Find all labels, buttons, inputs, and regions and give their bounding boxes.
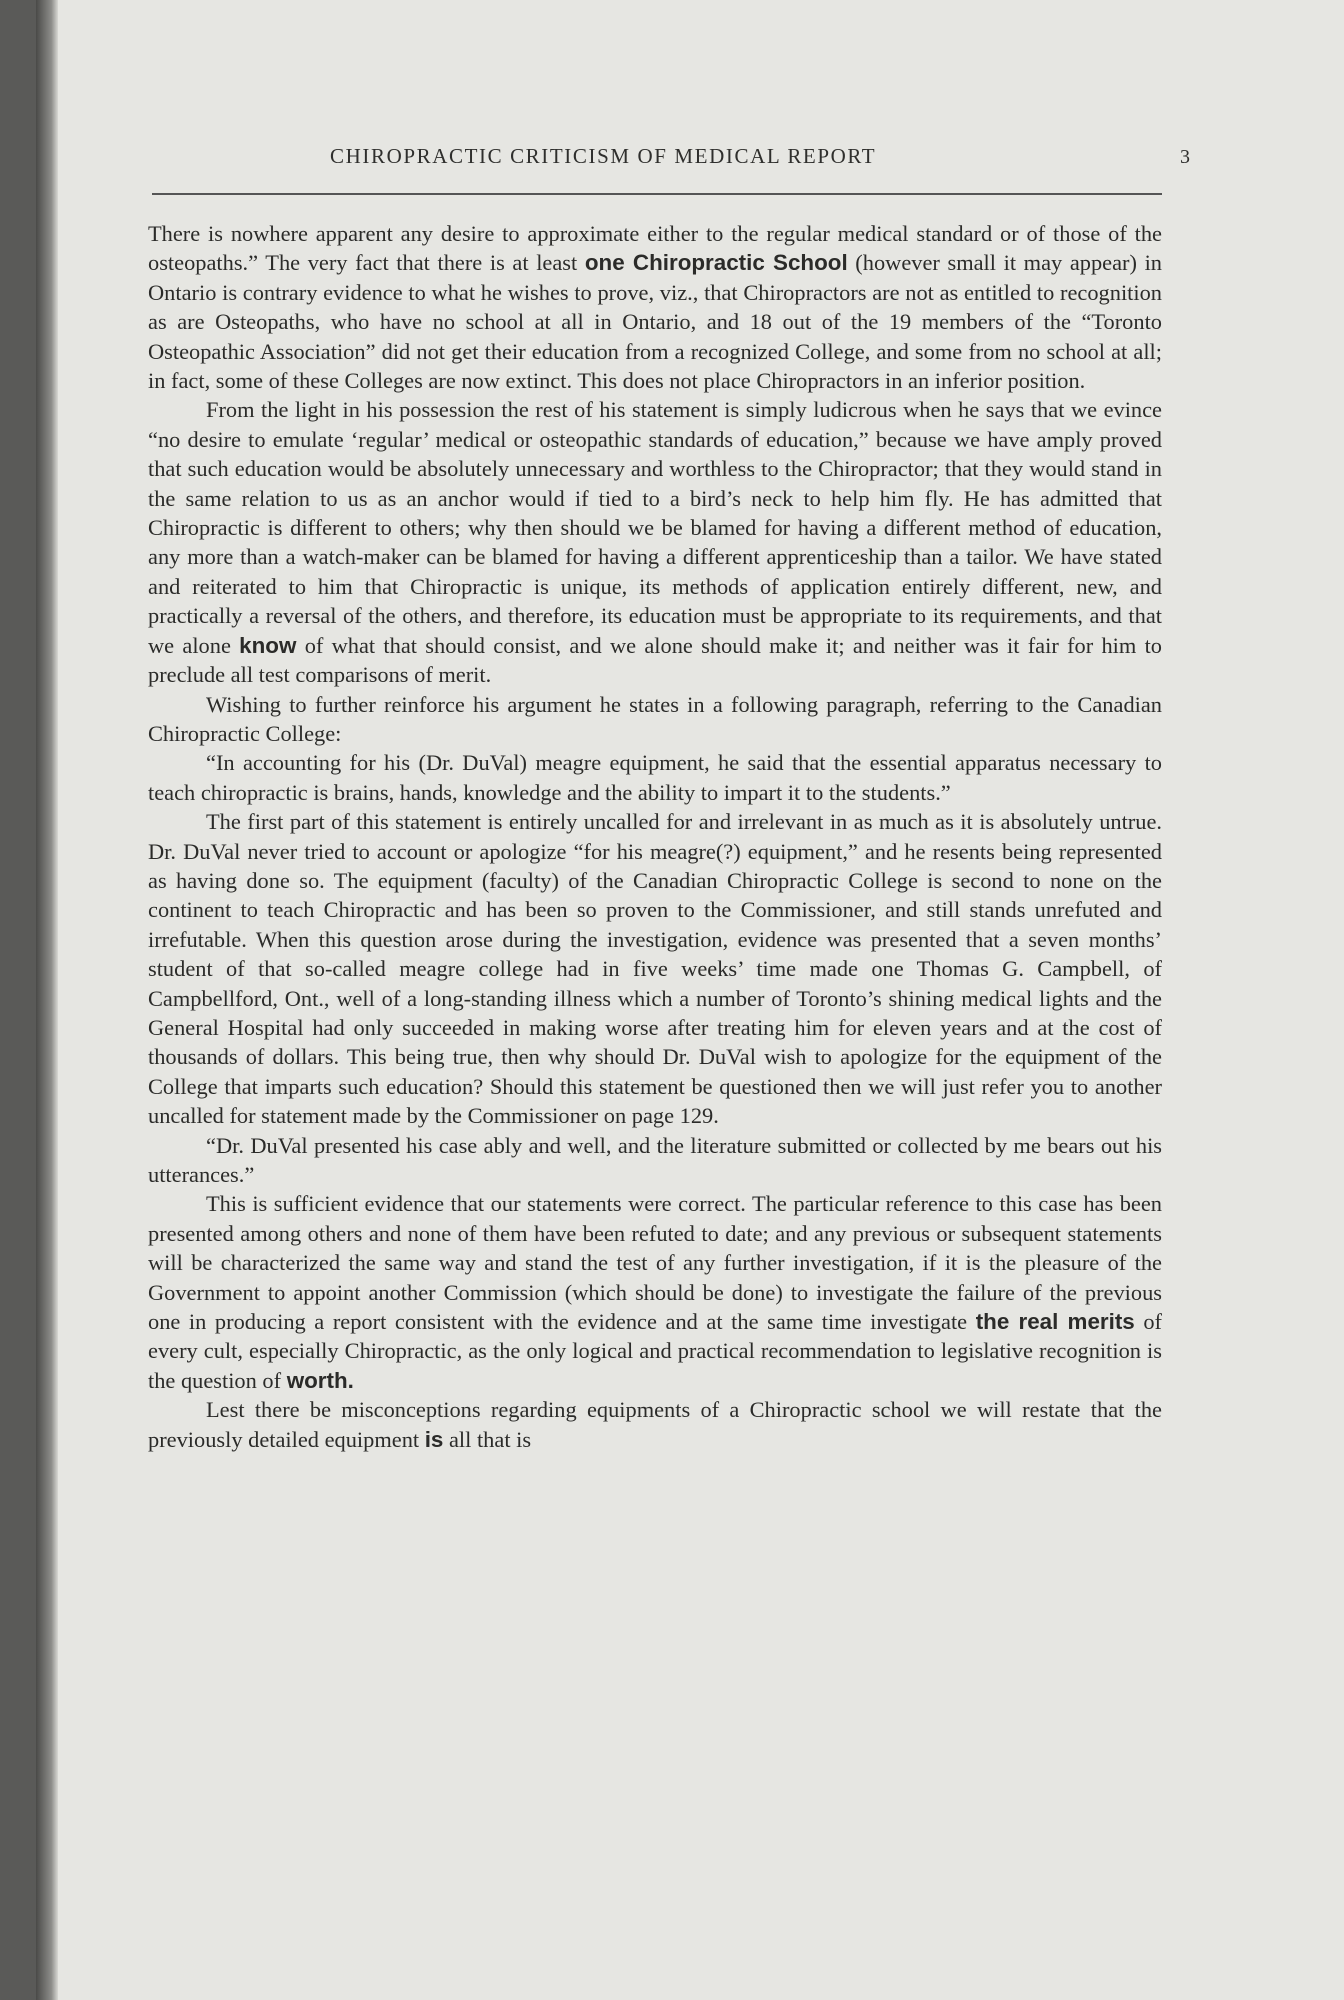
page-header (150, 140, 1190, 180)
book-spine-shadow (36, 0, 58, 2000)
paragraph-8 (148, 1395, 1162, 1454)
paragraph-2 (148, 395, 1162, 689)
paragraph-1-text-b: (however small it may appear) in Ontario is contrary evidence to what he wishes to prove, viz., that Chiropractors are not as entitled to recognition as are Osteopaths, who have no school at all in Ontario, and 18 out of the 19 members of the “Toronto Osteopathic Association” did not get their education from a recognized College, and some from no school at all; in fact, some of these Colleges are now extinct. This does not place Chiropractors in an inferior position. (148, 250, 1162, 394)
paragraph-8-text-a: Lest there be misconceptions regarding equipments of a Chiropractic school we will restate that the previously detailed equipment (148, 1397, 1162, 1452)
paragraph-1-text-a: There is nowhere apparent any desire to approximate either to the regular medical standard or of those of the osteopaths.” The very fact that there is at least (148, 221, 1162, 276)
header-rule (152, 193, 1162, 195)
paragraph-7-emphasis-b: worth. (286, 1367, 354, 1393)
paragraph-2-text-a: From the light in his possession the rest of his statement is simply ludicrous when he says that we evince “no desire to emulate ‘regular’ medical or osteopathic standards of education,” because we have amply proved that such education would be absolutely unnecessary and worthless to the Chiropractor; that they would stand in the same relation to us as an anchor would if tied to a bird’s neck to help him fly. He has admitted that Chiropractic is different to others; why then should we be blamed for having a different method of education, any more than a watch-maker can be blamed for having a different apprenticeship than a tailor. We have stated and reiterated to him that Chiropractic is unique, its methods of application entirely different, new, and practically a reversal of the others, and therefore, its education must be appropriate to its requirements, and that we alone (148, 397, 1162, 658)
paragraph-5: The first part of this statement is entirely uncalled for and irrelevant in as much as it is absolutely untrue. Dr. DuVal never tried to account or apologize “for his meagre(?) equipment,” and he resents being represented as having done so. The equipment (faculty) of the Canadian Chiropractic College is second to none on the continent to teach Chiropractic and has been so proven to the Commissioner, and still stands unrefuted and irrefutable. When this question arose during the investigation, evidence was presented that a seven months’ student of that so-called meagre college had in five weeks’ time made one Thomas G. Campbell, of Campbellford, Ont., well of a long-standing illness which a number of Toronto’s shining medical lights and the General Hospital had only succeeded in making worse after treating him for eleven years and at the cost of thousands of dollars. This being true, then why should Dr. DuVal wish to apologize for the equipment of the College that imparts such education? Should this statement be questioned then we will just refer you to another uncalled for statement made by the Commissioner on page 129. (148, 809, 1162, 1129)
paragraph-7-emphasis-a: the real merits (975, 1309, 1135, 1335)
running-title: CHIROPRACTIC CRITICISM OF MEDICAL REPORT (330, 144, 877, 168)
paragraph-2-emphasis: know (239, 632, 297, 658)
paragraph-6-quote: “Dr. DuVal presented his case ably and well, and the literature submitted or collected by me bears out his utterances.” (148, 1132, 1162, 1187)
paragraph-8-text-b: all that is (443, 1426, 532, 1452)
paragraph-7 (148, 1189, 1162, 1395)
paragraph-4-quote: “In accounting for his (Dr. DuVal) meagre equipment, he said that the essential apparatus necessary to teach chiropractic is brains, hands, knowledge and the ability to impart it to the students.” (148, 750, 1162, 805)
body-text (148, 219, 1162, 1454)
page-number: 3 (1180, 146, 1190, 168)
paragraph-1-emphasis: one Chiropractic School (584, 250, 848, 276)
paragraph-8-emphasis: is (424, 1426, 444, 1452)
paragraph-3: Wishing to further reinforce his argument he states in a following paragraph, referring to the Canadian Chiropractic College: (148, 691, 1162, 746)
paragraph-1 (148, 219, 1162, 395)
paragraph-2-text-b: of what that should consist, and we alone should make it; and neither was it fair for him to preclude all test comparisons of merit. (148, 632, 1163, 688)
paragraph-7-text-a: This is sufficient evidence that our statements were correct. The particular reference to this case has been presented among others and none of them have been refuted to date; and any previous or subsequent statements will be characterized the same way and stand the test of any further investigation, if it is the pleasure of the Government to appoint another Commission (which should be done) to investigate the failure of the previous one in producing a report consistent with the evidence and at the same time investigate (148, 1191, 1162, 1335)
paragraph-7-text-b: of every cult, especially Chiropractic, as the only logical and practical recommendation to legislative recognition is the question of (148, 1309, 1163, 1393)
